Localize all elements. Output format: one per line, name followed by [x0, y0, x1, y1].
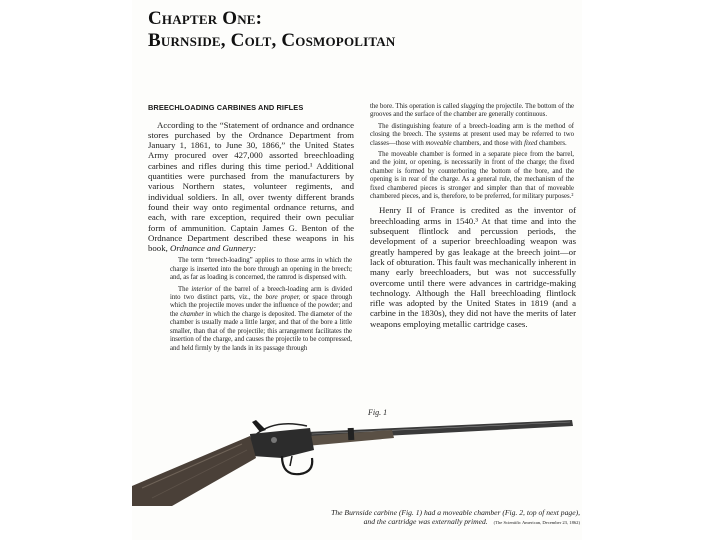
- book-page: [132, 0, 582, 540]
- henry-paragraph: Henry II of France is credited as the inventor of breechloading arms in 1540.³ At that time and into the subsequent flintlock and percussion periods, the development of a superior breechloading weapon was greatly hampered by gas leakage at the breech joint—or lack of obturation. This fault was mechanically inherent in many early breechloaders, but was not successfully overcome until there were advances in cartridge-making technology. Although the Hall breechloading flintlock rifle was adopted by the United States in 1819 (and a carbine in the 1830s), they did not have the merits of later weapons employing metallic cartridge cases.: [370, 205, 576, 329]
- figure-caption: [220, 508, 580, 528]
- block-quote: [170, 257, 352, 352]
- quote-continuation: the bore. This operation is called slugging the projectile. The bottom of the grooves and the surface of the chamber are generally continuous.: [370, 103, 574, 119]
- figure-label: Fig. 1: [368, 408, 388, 417]
- section-heading: BREECHLOADING CARBINES AND RIFLES: [148, 103, 304, 112]
- left-column: [148, 104, 354, 357]
- burnside-carbine-illustration: [132, 398, 582, 506]
- block-quote-continued: [370, 103, 574, 201]
- caption-line-2: and the cartridge was externally primed. (The Scientific American, December 23, 1862): [363, 517, 580, 527]
- intro-text: According to the “Statement of ordnance and ordnance stores purchased by the Ordnance Department from January 1, 1861, to June 30, 1866,” the United States Army procured over 427,000 assorted breechloading carbines and rifles during this time period.¹ Additional quantities were purchased from the manufacturers by various Northern states, volunteer regiments, and individual soldiers. In all, over twenty different brands found their way onto regimental ordnance returns, and each, with rare exception, required their own peculiar form of ammunition. Captain James G. Benton of the Ordnance Department described these weapons in his book,: [148, 119, 354, 254]
- figure-1: [132, 398, 582, 506]
- book-title: Ordnance and Gunnery:: [170, 243, 257, 254]
- chapter-number: Chapter One:: [148, 8, 263, 29]
- chapter-subtitle: Burnside, Colt, Cosmopolitan: [148, 30, 396, 51]
- right-column: [370, 104, 576, 333]
- quote-paragraph-3: The distinguishing feature of a breech-loading arm is the method of closing the breech. The systems at present used may be referred to two classes—those with moveable chambers, and those with fixed chambers.: [370, 122, 574, 147]
- quote-paragraph-2: The interior of the barrel of a breech-loading arm is divided into two distinct parts, viz., the bore proper, or space through which the projectile moves under the influence of the powder; and the chamber in which the charge is deposited. The diameter of the chamber is usually made a little larger, and that of the bore a little smaller, than that of the projectile; this arrangement facilitates the insertion of the charge, and causes the projectile to be compressed, and held firmly by the lands in its passage through: [170, 285, 353, 352]
- quote-paragraph-1: The term “breech-loading” applies to those arms in which the charge is inserted into the bore through an opening in the breech; and, as far as loading is concerned, the ramrod is dispensed with.: [170, 257, 352, 282]
- chapter-title: [148, 8, 568, 52]
- quote-paragraph-4: The moveable chamber is formed in a separate piece from the barrel, and the joint, or opening, is necessarily in front of the charge; the fixed chamber is formed by counterboring the bottom of the bore, and the opening is in rear of the charge. As a general rule, the mechanism of the fixed chambered pieces is stronger and simpler than that of moveable chambered pieces, and is, therefore, to be preferred, for military purposes.²: [370, 151, 574, 201]
- caption-source: (The Scientific American, December 23, 1862): [493, 520, 580, 526]
- caption-line-1: The Burnside carbine (Fig. 1) had a moveable chamber (Fig. 2, top of next page),: [331, 508, 580, 517]
- intro-paragraph: [148, 120, 354, 254]
